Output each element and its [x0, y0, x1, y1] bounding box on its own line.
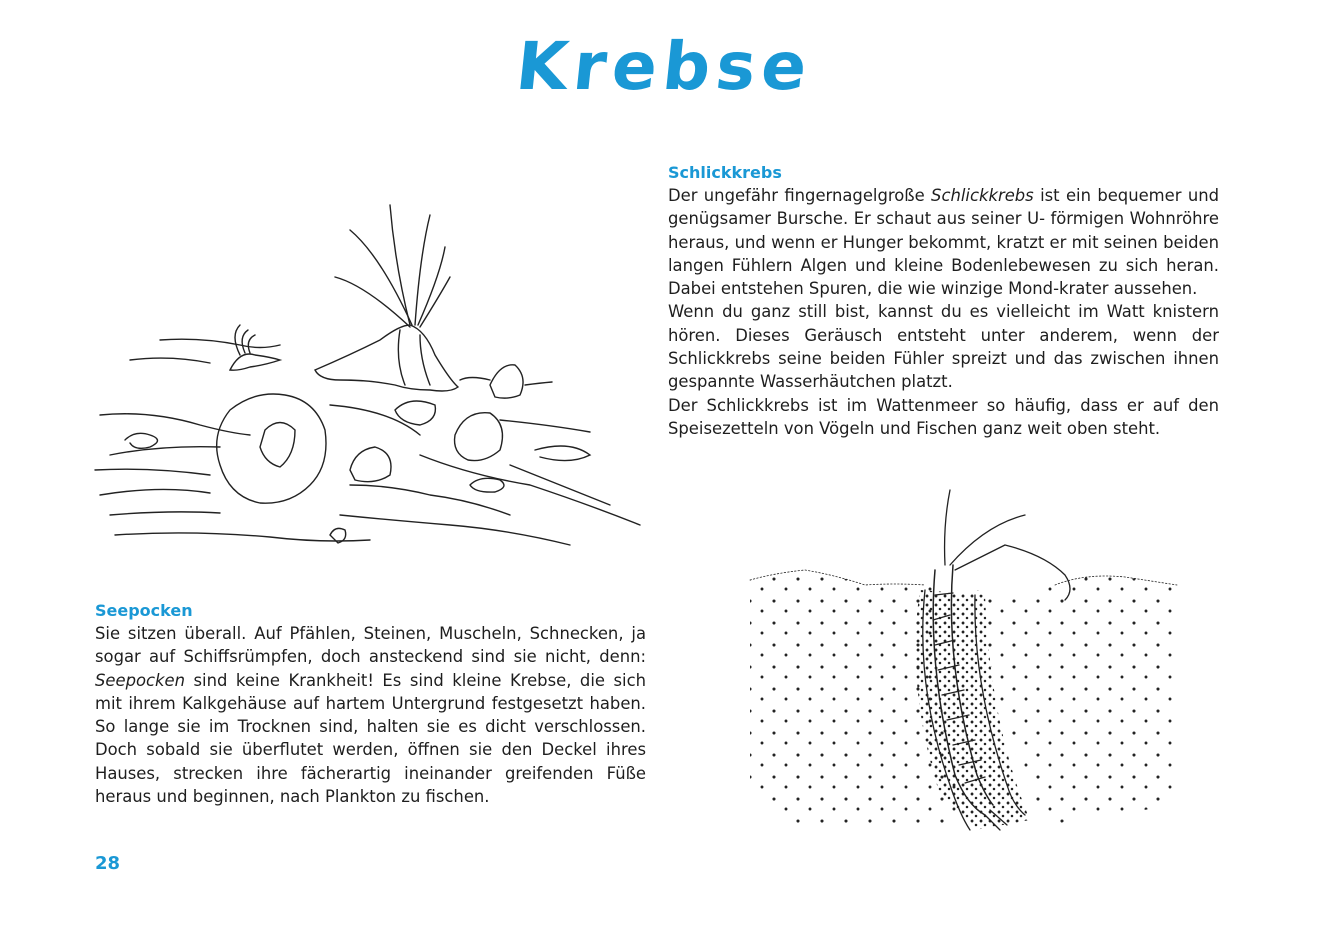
text-run: sind keine Krankheit! Es sind kleine Krebse, die sich mit ihrem Kalkgehäuse auf hartem Untergrund festgesetzt haben. So lange sie im Trocknen sind, halten sie es dicht verschlossen. Doch sobald sie überflutet werden, öffnen sie den Deckel ihres Hauses, strecken ihre fächerartig ineinander greifenden Füße heraus und beginnen, nach Plankton zu fischen.: [95, 670, 646, 807]
species-name-italic: Schlickkrebs: [931, 186, 1034, 205]
page-title: Krebse: [512, 28, 817, 105]
wood-grain-line: [130, 358, 210, 363]
round-barnacle: [217, 394, 326, 503]
schlickkrebs-paragraph-1: [668, 184, 1219, 300]
schlickkrebs-heading: Schlickkrebs: [668, 163, 782, 182]
text-run: Sie sitzen überall. Auf Pfählen, Steinen, Muscheln, Schnecken, ja sogar auf Schiffsrümpfen, doch ansteckend sind sie nicht, denn:: [95, 624, 646, 667]
schlickkrebs-section: [668, 161, 1219, 440]
barnacles-illustration: [90, 185, 650, 555]
text-run: ist ein bequemer und genügsamer Bursche. Er schaut aus seiner U- förmigen Wohnröhre heraus, und wenn er Hunger bekommt, kratzt er mit seinen beiden langen Fühlern Algen und kleine Bodenlebewesen zu sich heran. Dabei entstehen Spuren, die wie winzige Mond-krater aussehen.: [668, 186, 1220, 299]
seepocken-text: [95, 622, 646, 808]
seepocken-heading: Seepocken: [95, 601, 193, 620]
schlickkrebs-paragraph-2: Wenn du ganz still bist, kannst du es vielleicht im Watt knistern hören. Dieses Geräusch entsteht unter anderem, wenn der Schlickkrebs seine beiden Fühler spreizt und das zwischen ihnen gespannte Wasserhäutchen platzt.: [668, 302, 1219, 392]
seepocken-section: [95, 599, 646, 808]
antenna: [945, 490, 950, 565]
amphipod-illustration: [745, 485, 1185, 855]
text-run: Der ungefähr fingernagelgroße: [668, 186, 932, 205]
species-name-italic: Seepocken: [95, 670, 185, 690]
schlickkrebs-text: [668, 184, 1219, 440]
seepocken-paragraph: [95, 622, 646, 808]
volcano-barnacle: [315, 325, 458, 391]
schlickkrebs-paragraph-3: Der Schlickkrebs ist im Wattenmeer so häufig, dass er auf den Speisezetteln von Vögeln und Fischen ganz weit oben steht.: [668, 395, 1219, 438]
page-number: 28: [95, 853, 121, 874]
